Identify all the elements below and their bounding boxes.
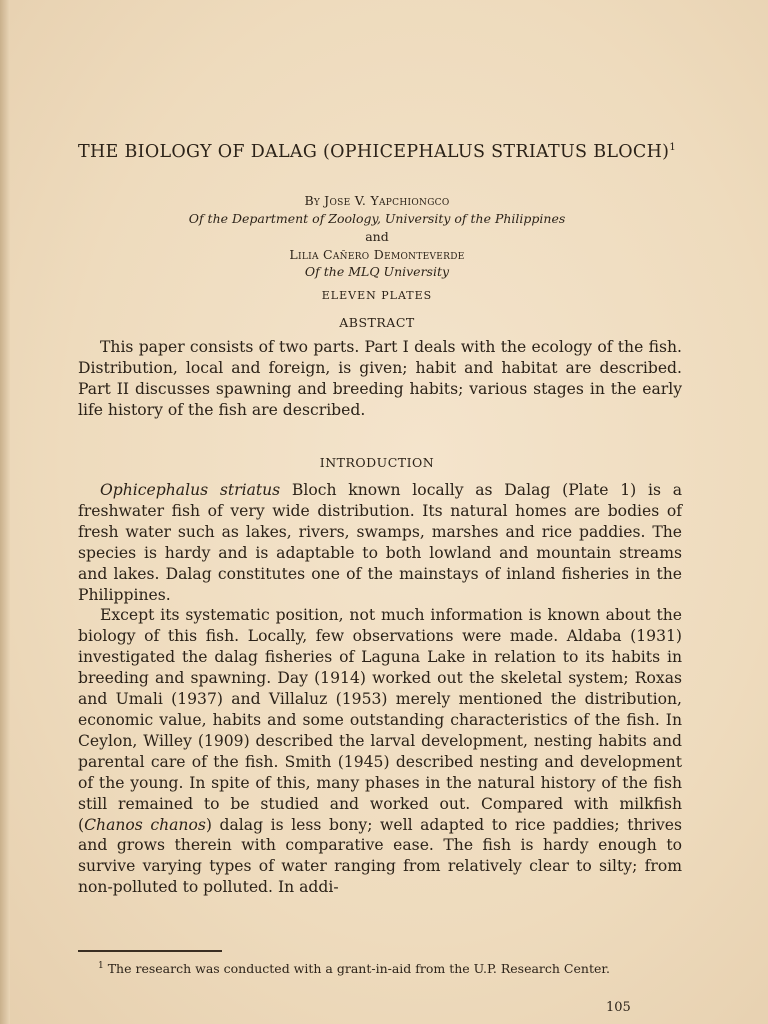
introduction-text [78, 480, 682, 898]
intro-p2-text-a: Except its systematic position, not much information is known about the biology of this fish. Locally, few observations were made. Aldaba (1931) investigated the dalag fisheries of Laguna Lake in relation to its habits in breeding and spawning. Day (1914) worked out the skeletal system; Roxas and Umali (1937) and Villaluz (1953) merely mentioned the distribution, economic value, habits and some outstanding characteristics of the fish. In Ceylon, Willey (1909) described the larval development, nesting habits and parental care of the fish. Smith (1945) described nesting and development of the young. In spite of this, many phases in the natural history of the fish still remained to be studied and worked out. Compared with milkfish ( [78, 606, 682, 834]
footnote [84, 957, 684, 978]
title-text: THE BIOLOGY OF DALAG (OPHICEPHALUS STRIATUS BLOCH) [78, 141, 670, 162]
plates-count: ELEVEN PLATES [321, 289, 433, 302]
intro-paragraph-2 [78, 605, 682, 898]
intro-p1-text: Bloch known locally as Dalag (Plate 1) is a freshwater fish of very wide distribution. Its natural homes are bodies of fresh water such as lakes, rivers, swamps, marshes and rice paddies. The species is hardy and is adaptable to both lowland and mountain streams and lakes. Dalag constitutes one of the mainstays of inland fisheries in the Philippines. [78, 481, 682, 604]
abstract-text [78, 337, 682, 421]
introduction-heading: INTRODUCTION [319, 455, 435, 470]
title-footnote-marker: 1 [669, 142, 676, 153]
affiliation2: Of the MLQ University [304, 264, 450, 279]
author2-name: Lilia Cañero Demonteverde [289, 247, 465, 262]
page-number: 105 [606, 1000, 631, 1015]
by-label: By [304, 193, 321, 208]
abstract-paragraph: This paper consists of two parts. Part I deals with the ecology of the fish. Distribution, local and foreign, is given; habit and habitat are described. Part II discusses spawning and breeding habits; various stages in the early life history of the fish are described. [78, 338, 682, 419]
and-label: and [365, 229, 389, 244]
footnote-rule [78, 950, 222, 952]
paper-title [70, 136, 684, 164]
footnote-text: The research was conducted with a grant-in-aid from the U.P. Research Center. [107, 961, 610, 977]
intro-p2-text-b: ) dalag is less bony; well adapted to rice paddies; thrives and grows therein with comparative ease. The fish is hardy enough to survive varying types of water ranging from relatively clear to silty; from non-polluted to polluted. In addi- [78, 815, 682, 897]
intro-paragraph-1 [78, 480, 682, 605]
author1-name: Jose V. Yapchiongco [324, 193, 450, 208]
milkfish-species-name: Chanos chanos [84, 815, 206, 834]
species-name: Ophicephalus striatus [100, 481, 281, 499]
author1-line [80, 192, 674, 210]
abstract-heading: ABSTRACT [339, 315, 415, 330]
affiliation1: Of the Department of Zoology, University of the Philippines [188, 211, 566, 226]
footnote-marker: 1 [98, 961, 104, 971]
